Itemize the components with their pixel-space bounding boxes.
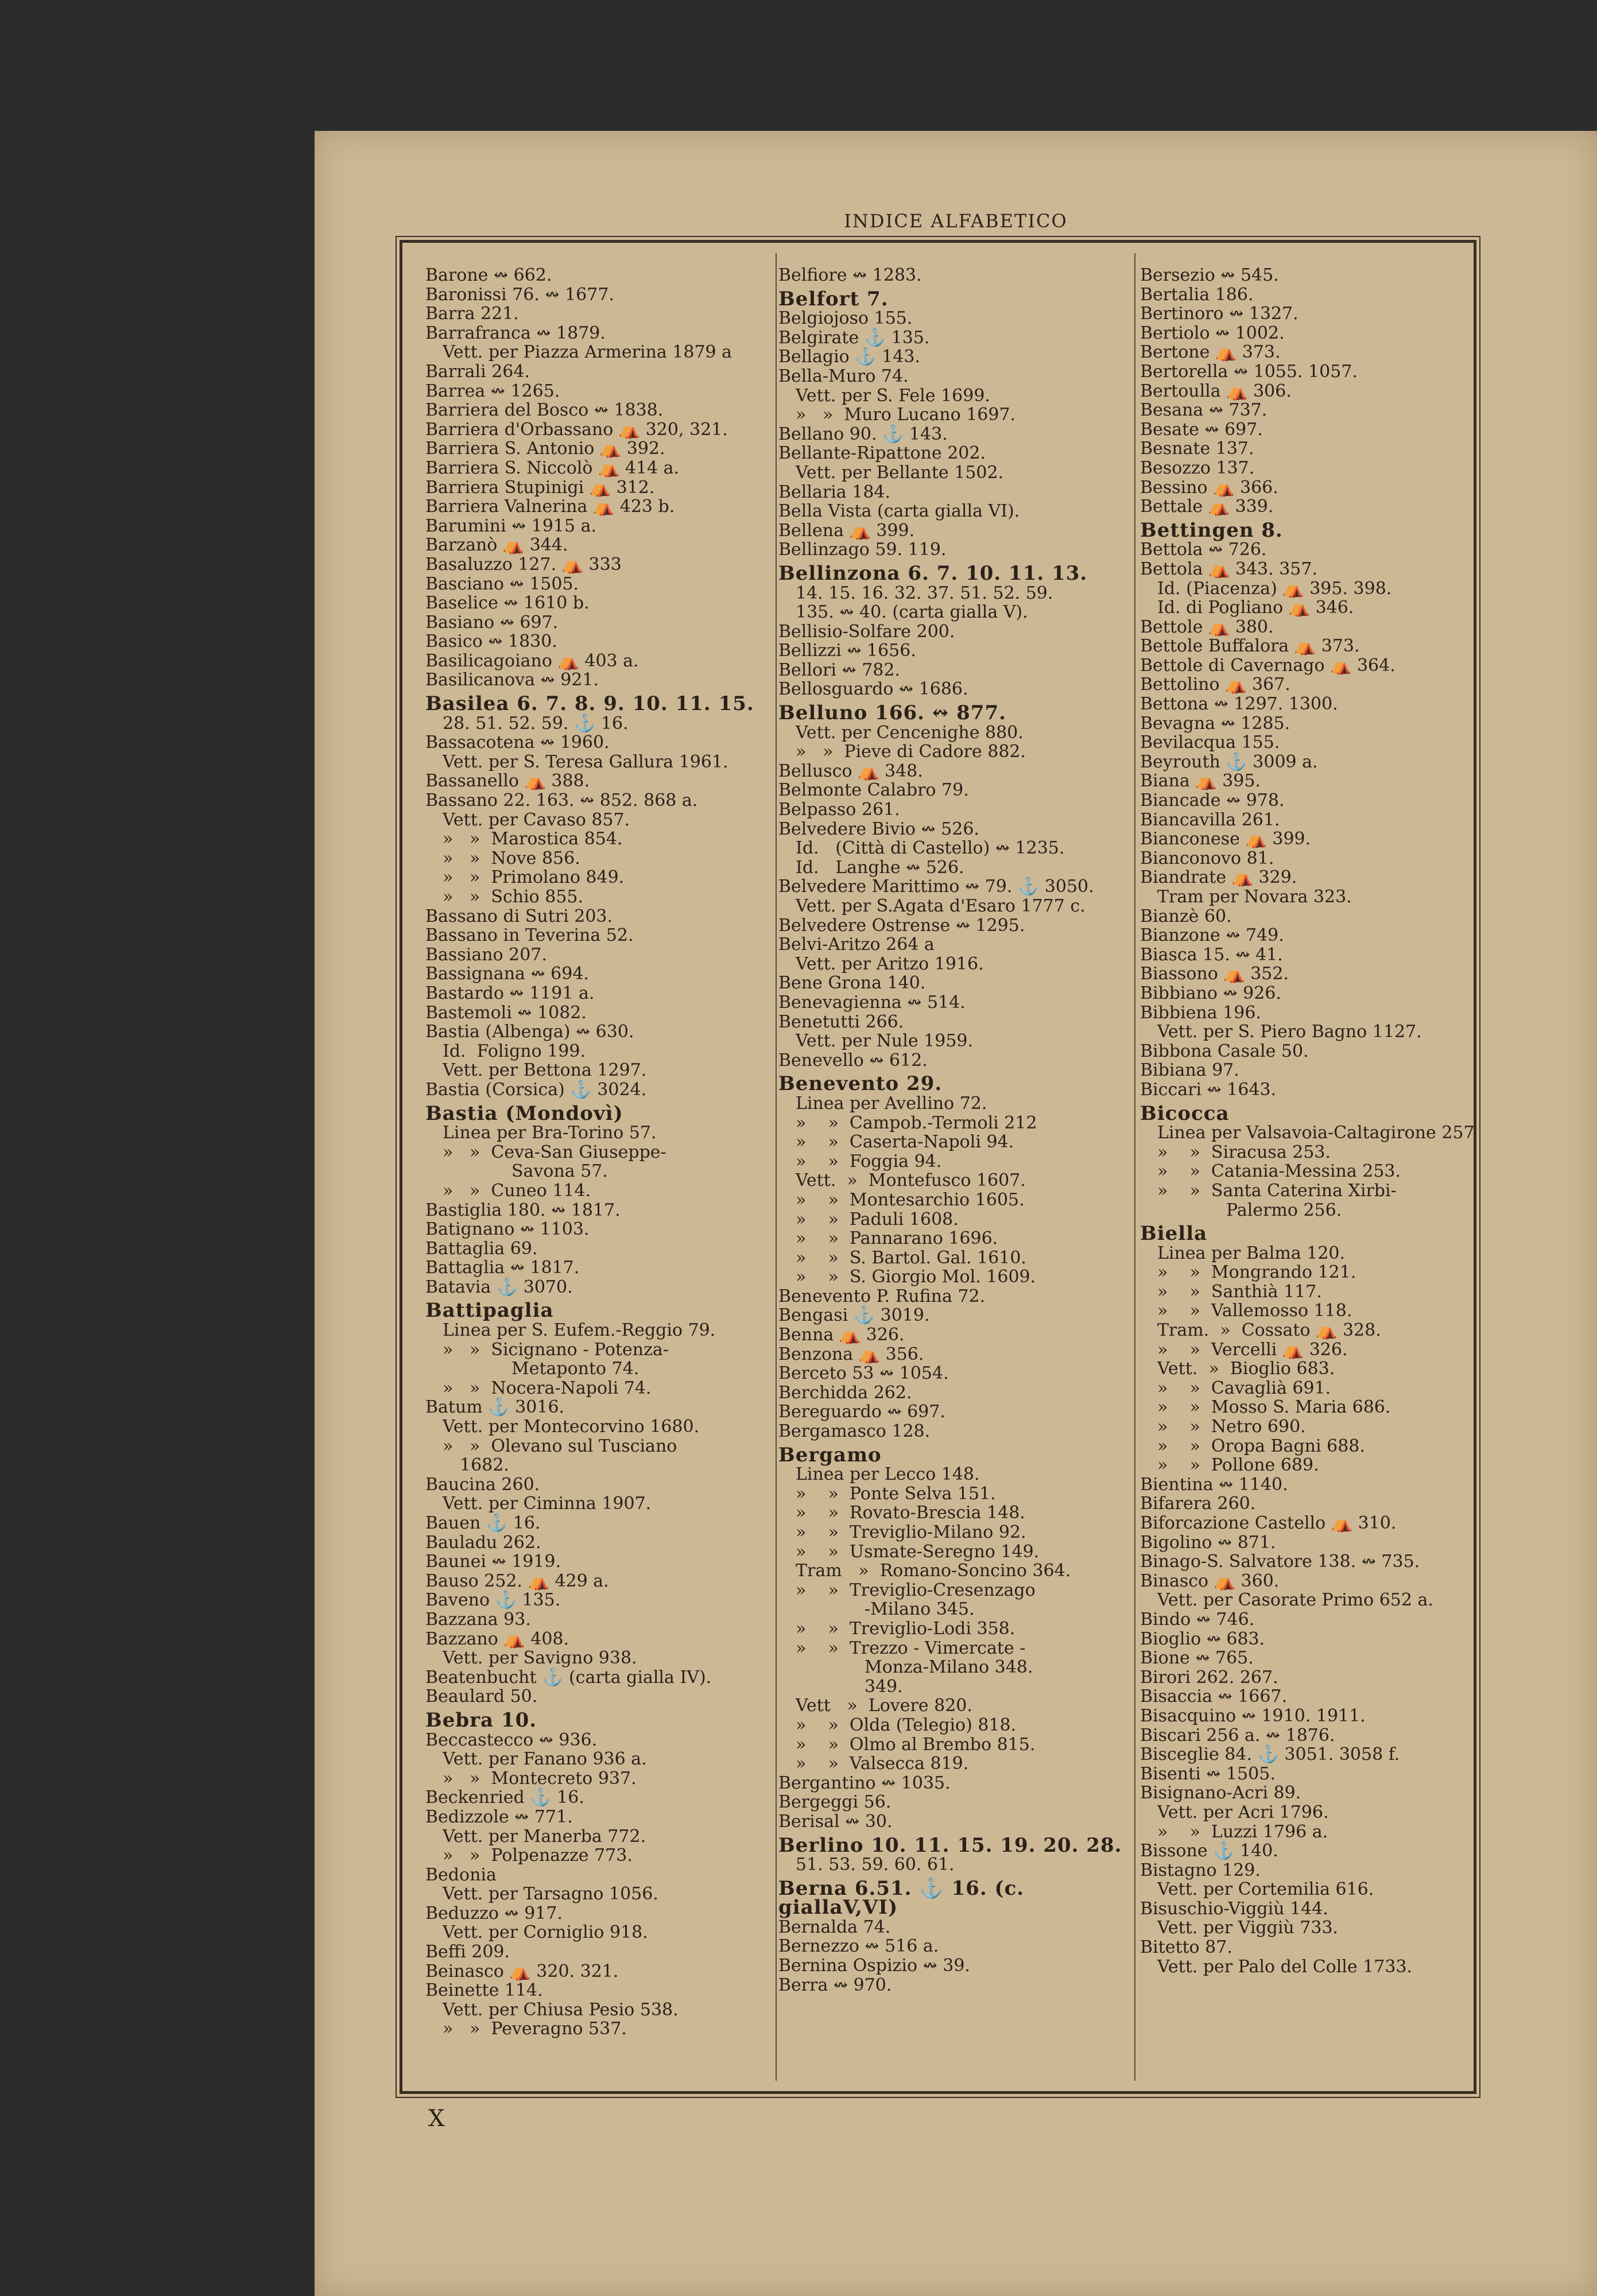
index-frame <box>400 240 1476 2094</box>
index-entry: Bisuschio-Viggiù 144. <box>1140 1898 1328 1919</box>
index-entry: Vett. per Acri 1796. <box>1157 1802 1329 1822</box>
index-entry: Vett. per Fanano 936 a. <box>443 1749 647 1770</box>
index-entry: Vett. per S. Piero Bagno 1127. <box>1157 1022 1422 1042</box>
index-entry: Bedizzole ↭ 771. <box>425 1806 573 1827</box>
index-entry: » » Marostica 854. <box>443 829 623 850</box>
index-heading: Biella <box>1140 1222 1208 1246</box>
index-entry: Besate ↭ 697. <box>1140 419 1263 440</box>
index-entry: Beinasco ⛺ 320. 321. <box>425 1961 619 1981</box>
index-entry: Vett. per Viggiù 733. <box>1157 1918 1339 1938</box>
page-number: X <box>428 2105 445 2132</box>
index-entry: » » S. Bartol. Gal. 1610. <box>796 1247 1026 1268</box>
index-entry: Bevilacqua 155. <box>1140 732 1280 753</box>
index-entry: Berceto 53 ↭ 1054. <box>778 1363 949 1384</box>
index-entry: Vett » Lovere 820. <box>796 1696 972 1716</box>
index-entry: » » Schio 855. <box>443 887 584 907</box>
index-entry: Vett. per Montecorvino 1680. <box>443 1417 700 1437</box>
index-entry: Biancavilla 261. <box>1140 809 1280 830</box>
index-entry: Bassanello ⛺ 388. <box>425 771 590 792</box>
index-entry: Berisal ↭ 30. <box>778 1811 893 1832</box>
index-entry: Bibbiena 196. <box>1140 1002 1261 1023</box>
index-entry: Barrea ↭ 1265. <box>425 381 560 401</box>
index-entry: Bisacquino ↭ 1910. 1911. <box>1140 1705 1366 1726</box>
index-entry: Bellusco ⛺ 348. <box>778 761 923 781</box>
index-entry: Besnate 137. <box>1140 439 1254 459</box>
index-entry: Tram » Romano-Soncino 364. <box>796 1561 1071 1581</box>
index-entry: Bitetto 87. <box>1140 1937 1232 1958</box>
index-entry: Bassacotena ↭ 1960. <box>425 732 610 753</box>
index-entry: Bergeggi 56. <box>778 1792 891 1813</box>
index-entry: Bastemoli ↭ 1082. <box>425 1002 587 1023</box>
index-entry: Vett. per Chiusa Pesio 538. <box>443 1999 679 2020</box>
page-header: INDICE ALFABETICO <box>844 210 1068 232</box>
index-entry: Linea per S. Eufem.-Reggio 79. <box>443 1320 716 1341</box>
index-heading: Battipaglia <box>425 1299 554 1322</box>
index-entry: Beaulard 50. <box>425 1686 538 1707</box>
index-entry: Bisignano-Acri 89. <box>1140 1783 1301 1804</box>
index-heading: Berlino 10. 11. 15. 19. 20. 28. <box>778 1833 1122 1857</box>
index-entry: 349. <box>865 1676 903 1697</box>
index-entry: Benna ⛺ 326. <box>778 1325 905 1345</box>
index-entry: Belmonte Calabro 79. <box>778 780 969 801</box>
index-entry: » » Netro 690. <box>1157 1417 1306 1437</box>
index-entry: Bereguardo ↭ 697. <box>778 1402 945 1422</box>
index-entry: Monza-Milano 348. <box>865 1657 1033 1678</box>
index-entry: Benevento P. Rufina 72. <box>778 1286 986 1306</box>
index-entry: Biana ⛺ 395. <box>1140 771 1261 792</box>
index-entry: » » Montesarchio 1605. <box>796 1189 1025 1210</box>
index-entry: Bassano di Sutri 203. <box>425 906 613 926</box>
index-entry: Bellori ↭ 782. <box>778 660 900 680</box>
index-entry: Beinette 114. <box>425 1980 543 2001</box>
index-entry: Besozzo 137. <box>1140 457 1255 478</box>
index-entry: Bernezzo ↭ 516 a. <box>778 1936 939 1957</box>
index-heading: Bicocca <box>1140 1102 1230 1125</box>
index-entry: Belgiojoso 155. <box>778 308 913 329</box>
index-entry: Bettale ⛺ 339. <box>1140 497 1274 517</box>
index-entry: -Milano 345. <box>865 1599 975 1620</box>
index-entry: Bastiglia 180. ↭ 1817. <box>425 1200 621 1220</box>
index-entry: Barriera Valnerina ⛺ 423 b. <box>425 497 675 517</box>
index-column-3 <box>1140 266 1479 1976</box>
index-entry: » » Mosso S. Maria 686. <box>1157 1397 1391 1418</box>
index-entry: Berra ↭ 970. <box>778 1975 892 1995</box>
index-entry: » » Muro Lucano 1697. <box>796 405 1016 425</box>
index-entry: Bella-Muro 74. <box>778 366 909 386</box>
index-entry: » » Mongrando 121. <box>1157 1262 1356 1283</box>
index-entry: Bergantino ↭ 1035. <box>778 1773 951 1793</box>
index-entry: 28. 51. 52. 59. ⚓ 16. <box>443 713 629 734</box>
index-entry: » » Santhià 117. <box>1157 1281 1322 1302</box>
index-entry: Linea per Lecco 148. <box>796 1464 980 1485</box>
index-entry: Vett. per Piazza Armerina 1879 a <box>443 342 732 363</box>
index-entry: » » Catania-Messina 253. <box>1157 1161 1401 1182</box>
index-entry: Vett. per S. Fele 1699. <box>796 385 990 406</box>
index-entry: Bettona ↭ 1297. 1300. <box>1140 694 1338 715</box>
index-entry: » » Ceva-San Giuseppe- <box>443 1142 666 1162</box>
index-entry: Barriera del Bosco ↭ 1838. <box>425 400 664 421</box>
index-entry: Barriera S. Antonio ⛺ 392. <box>425 439 665 459</box>
index-entry: » » Montecreto 937. <box>443 1768 637 1789</box>
index-entry: Vett. per Ciminna 1907. <box>443 1494 652 1514</box>
index-entry: Belvedere Marittimo ↭ 79. ⚓ 3050. <box>778 876 1094 897</box>
index-entry: » » Foggia 94. <box>796 1151 942 1172</box>
index-entry: » » Santa Caterina Xirbi- <box>1157 1180 1397 1201</box>
index-entry: » » Polpenazze 773. <box>443 1845 633 1866</box>
index-entry: Vett. per Cortemilia 616. <box>1157 1879 1374 1900</box>
index-entry: Benetutti 266. <box>778 1011 904 1032</box>
index-entry: Barumini ↭ 1915 a. <box>425 515 597 536</box>
index-entry: » » Oropa Bagni 688. <box>1157 1436 1365 1456</box>
index-entry: Benzona ⛺ 356. <box>778 1344 924 1364</box>
index-entry: Beyrouth ⚓ 3009 a. <box>1140 751 1318 772</box>
index-entry: Bassignana ↭ 694. <box>425 964 589 984</box>
index-entry: Bassano 22. 163. ↭ 852. 868 a. <box>425 790 698 811</box>
index-entry: » » S. Giorgio Mol. 1609. <box>796 1267 1036 1287</box>
index-entry: Id. (Città di Castello) ↭ 1235. <box>796 838 1065 859</box>
index-entry: Bastardo ↭ 1191 a. <box>425 983 595 1003</box>
index-heading: Belluno 166. ↭ 877. <box>778 701 1006 725</box>
index-entry: Bettole di Cavernago ⛺ 364. <box>1140 655 1396 676</box>
index-entry: Biancade ↭ 978. <box>1140 790 1285 811</box>
index-entry: Berchidda 262. <box>778 1382 912 1403</box>
index-entry: Bellante-Ripattone 202. <box>778 443 986 464</box>
index-entry: Bellisio-Solfare 200. <box>778 621 955 642</box>
index-heading: Bergamo <box>778 1443 882 1467</box>
index-entry: Bibbiano ↭ 926. <box>1140 983 1281 1003</box>
index-entry: Bindo ↭ 746. <box>1140 1609 1255 1630</box>
index-entry: » » Nocera-Napoli 74. <box>443 1378 652 1398</box>
index-entry: Vett. per Corniglio 918. <box>443 1922 648 1943</box>
index-entry: Bellinzago 59. 119. <box>778 540 947 560</box>
index-entry: Bengasi ⚓ 3019. <box>778 1305 930 1326</box>
index-entry: Vett. per Savigno 938. <box>443 1648 637 1669</box>
index-entry: 51. 53. 59. 60. 61. <box>796 1855 955 1875</box>
index-entry: Barzanò ⛺ 344. <box>425 535 568 556</box>
index-entry: Batignano ↭ 1103. <box>425 1219 590 1240</box>
index-entry: Belgirate ⚓ 135. <box>778 327 930 348</box>
index-heading: Benevento 29. <box>778 1072 943 1096</box>
index-entry: Bigolino ↭ 871. <box>1140 1532 1276 1553</box>
index-entry: Vett. per S.Agata d'Esaro 1777 c. <box>796 896 1086 916</box>
index-entry: 135. ↭ 40. (carta gialla V). <box>796 602 1028 623</box>
index-entry: Bellizzi ↭ 1656. <box>778 641 916 661</box>
column-divider <box>776 253 777 2081</box>
index-entry: » » Vallemosso 118. <box>1157 1301 1352 1321</box>
index-entry: Belvedere Bivio ↭ 526. <box>778 819 979 839</box>
index-entry: » » Trezzo - Vimercate - <box>796 1638 1026 1658</box>
index-entry: Linea per Balma 120. <box>1157 1243 1346 1263</box>
index-entry: Biandrate ⛺ 329. <box>1140 867 1297 888</box>
index-entry: Bazzana 93. <box>425 1609 531 1630</box>
index-entry: Basico ↭ 1830. <box>425 631 557 652</box>
index-entry: Linea per Avellino 72. <box>796 1093 987 1114</box>
index-entry: Batavia ⚓ 3070. <box>425 1277 573 1297</box>
index-entry: Bianzone ↭ 749. <box>1140 925 1284 946</box>
index-entry: » » Campob.-Termoli 212 <box>796 1112 1037 1133</box>
index-entry: Id. (Piacenza) ⛺ 395. 398. <box>1157 578 1392 599</box>
index-entry: Bene Grona 140. <box>778 973 926 994</box>
index-entry: Basilicanova ↭ 921. <box>425 670 599 691</box>
index-entry: Bernalda 74. <box>778 1917 891 1937</box>
index-heading: Bettingen 8. <box>1140 518 1283 542</box>
index-entry: Bassano in Teverina 52. <box>425 925 634 946</box>
index-entry: Biassono ⛺ 352. <box>1140 964 1289 984</box>
index-heading: Basilea 6. 7. 8. 9. 10. 11. 15. <box>425 692 754 716</box>
index-entry: Basilicagoiano ⛺ 403 a. <box>425 650 639 671</box>
index-entry: Bibiana 97. <box>1140 1060 1239 1081</box>
index-entry: Bazzano ⛺ 408. <box>425 1628 569 1649</box>
index-entry: Benevello ↭ 612. <box>778 1050 928 1071</box>
column-divider <box>1134 253 1135 2081</box>
index-entry: Bisaccia ↭ 1667. <box>1140 1686 1288 1707</box>
index-entry: Basaluzzo 127. ⛺ 333 <box>425 554 622 575</box>
index-entry: Bistagno 129. <box>1140 1860 1261 1880</box>
index-entry: Belpasso 261. <box>778 800 900 820</box>
index-entry: Bione ↭ 765. <box>1140 1648 1254 1669</box>
index-entry: Beatenbucht ⚓ (carta gialla IV). <box>425 1667 712 1688</box>
index-entry: Tram. » Cossato ⛺ 328. <box>1157 1320 1381 1341</box>
index-entry: » » Paduli 1608. <box>796 1209 959 1230</box>
index-entry: Beckenried ⚓ 16. <box>425 1787 584 1808</box>
index-entry: Linea per Valsavoia-Caltagirone 257 <box>1157 1123 1475 1143</box>
index-entry: Bastia (Albenga) ↭ 630. <box>425 1022 634 1042</box>
index-entry: Beccastecco ↭ 936. <box>425 1729 598 1750</box>
index-entry: » » Vercelli ⛺ 326. <box>1157 1339 1348 1360</box>
index-entry: » » Peveragno 537. <box>443 2019 627 2039</box>
index-entry: Bianzè 60. <box>1140 906 1232 926</box>
index-entry: Battaglia 69. <box>425 1238 538 1259</box>
index-entry: Barrali 264. <box>425 361 530 382</box>
index-entry: Bettolino ⛺ 367. <box>1140 674 1290 695</box>
index-entry: Vett. per Nule 1959. <box>796 1031 974 1052</box>
index-entry: Bifarera 260. <box>1140 1494 1256 1514</box>
index-entry: Benevagienna ↭ 514. <box>778 992 966 1013</box>
index-entry: » » Valsecca 819. <box>796 1754 969 1774</box>
index-entry: Vett. per Bellante 1502. <box>796 462 1004 483</box>
index-entry: Bedonia <box>425 1864 497 1885</box>
index-entry: » » Rovato-Brescia 148. <box>796 1503 1025 1523</box>
index-entry: Bauladu 262. <box>425 1532 541 1553</box>
index-entry: » » Treviglio-Lodi 358. <box>796 1618 1015 1639</box>
index-entry: » » Siracusa 253. <box>1157 1142 1331 1162</box>
index-entry: Bertone ⛺ 373. <box>1140 342 1281 363</box>
index-entry: Bioglio ↭ 683. <box>1140 1628 1265 1649</box>
index-entry: Vett. » Montefusco 1607. <box>796 1170 1026 1191</box>
index-entry: Batum ⚓ 3016. <box>425 1397 565 1418</box>
index-entry: Bertoulla ⛺ 306. <box>1140 381 1292 401</box>
index-entry: Bertiolo ↭ 1002. <box>1140 323 1285 343</box>
index-entry: Besana ↭ 737. <box>1140 400 1267 421</box>
index-column-1 <box>425 266 776 2039</box>
index-entry: Bianconovo 81. <box>1140 848 1274 868</box>
index-entry: » » Pollone 689. <box>1157 1455 1319 1476</box>
index-entry: Bibbona Casale 50. <box>1140 1041 1309 1061</box>
index-entry: 14. 15. 16. 32. 37. 51. 52. 59. <box>796 583 1053 603</box>
index-entry: Bellosguardo ↭ 1686. <box>778 679 968 700</box>
index-entry: Beffi 209. <box>425 1942 510 1963</box>
index-entry: » » Olmo al Brembo 815. <box>796 1734 1036 1755</box>
index-entry: Vett. per Aritzo 1916. <box>796 953 984 974</box>
index-entry: Bernina Ospizio ↭ 39. <box>778 1956 970 1976</box>
index-entry: Id. di Pogliano ⛺ 346. <box>1157 598 1354 618</box>
index-entry: Basciano ↭ 1505. <box>425 573 579 594</box>
index-entry: Barrafranca ↭ 1879. <box>425 323 606 343</box>
index-entry: Bertalia 186. <box>1140 284 1254 305</box>
index-entry: Vett. per Manerba 772. <box>443 1826 646 1847</box>
index-entry: Barone ↭ 662. <box>425 265 552 285</box>
index-entry: Belfiore ↭ 1283. <box>778 265 922 285</box>
index-entry: Bellena ⛺ 399. <box>778 520 915 541</box>
index-entry: Bellagio ⚓ 143. <box>778 347 920 367</box>
index-page <box>315 131 1597 2296</box>
index-entry: Binasco ⛺ 360. <box>1140 1570 1280 1591</box>
index-entry: Bissone ⚓ 140. <box>1140 1841 1278 1861</box>
index-entry: » » Primolano 849. <box>443 867 625 888</box>
index-entry: Bergamasco 128. <box>778 1421 931 1442</box>
index-entry: Biscari 256 a. ↭ 1876. <box>1140 1725 1335 1746</box>
index-heading: Belfort 7. <box>778 287 889 311</box>
index-entry: Barriera Stupinigi ⛺ 312. <box>425 477 655 498</box>
index-column-2 <box>778 266 1123 1995</box>
index-entry: 1682. <box>460 1455 509 1476</box>
index-entry: » » Pannarano 1696. <box>796 1228 998 1249</box>
index-entry: Biasca 15. ↭ 41. <box>1140 944 1283 965</box>
index-entry: » » Ponte Selva 151. <box>796 1483 996 1504</box>
index-entry: Bellaria 184. <box>778 482 891 502</box>
index-heading: Bebra 10. <box>425 1708 537 1732</box>
index-entry: Bella Vista (carta gialla VI). <box>778 501 1020 522</box>
index-entry: Bettola ⛺ 343. 357. <box>1140 559 1318 579</box>
index-entry: » » Olevano sul Tusciano <box>443 1436 677 1456</box>
index-entry: Baucina 260. <box>425 1474 540 1495</box>
index-entry: Belvi-Aritzo 264 a <box>778 934 935 955</box>
index-entry: Bisceglie 84. ⚓ 3051. 3058 f. <box>1140 1744 1400 1765</box>
index-heading: Bastia (Mondovì) <box>425 1102 623 1125</box>
index-entry: Bertinoro ↭ 1327. <box>1140 304 1298 324</box>
index-entry: » » Treviglio-Cresenzago <box>796 1580 1036 1600</box>
index-entry: » » Sicignano - Potenza- <box>443 1339 669 1360</box>
index-heading: Berna 6.51. ⚓ 16. (c. giallaV,VI) <box>778 1876 1032 1919</box>
index-entry: Barra 221. <box>425 304 519 324</box>
index-entry: » » Caserta-Napoli 94. <box>796 1132 1014 1153</box>
index-entry: Bessino ⛺ 366. <box>1140 477 1278 498</box>
index-entry: Biccari ↭ 1643. <box>1140 1079 1277 1100</box>
index-entry: Bassiano 207. <box>425 944 547 965</box>
index-entry: » » Cuneo 114. <box>443 1180 591 1201</box>
index-entry: Basiano ↭ 697. <box>425 612 559 633</box>
index-entry: Bastia (Corsica) ⚓ 3024. <box>425 1079 647 1100</box>
index-entry: Vett. » Bioglio 683. <box>1157 1359 1335 1379</box>
index-entry: » » Luzzi 1796 a. <box>1157 1821 1328 1842</box>
index-entry: Bauen ⚓ 16. <box>425 1513 541 1533</box>
index-entry: Baveno ⚓ 135. <box>425 1590 561 1611</box>
index-entry: Id. Foligno 199. <box>443 1041 586 1061</box>
index-entry: » » Usmate-Seregno 149. <box>796 1541 1040 1562</box>
index-entry: Binago-S. Salvatore 138. ↭ 735. <box>1140 1552 1420 1572</box>
index-entry: Birori 262. 267. <box>1140 1667 1278 1688</box>
index-entry: Vett. per Casorate Primo 652 a. <box>1157 1590 1433 1611</box>
index-entry: Baselice ↭ 1610 b. <box>425 593 590 614</box>
index-entry: Barriera d'Orbassano ⛺ 320, 321. <box>425 419 728 440</box>
index-entry: Beduzzo ↭ 917. <box>425 1903 563 1923</box>
index-entry: Bellano 90. ⚓ 143. <box>778 424 948 444</box>
index-entry: Barriera S. Niccolò ⛺ 414 a. <box>425 457 680 478</box>
index-entry: Metaponto 74. <box>511 1359 639 1379</box>
index-entry: Linea per Bra-Torino 57. <box>443 1123 657 1143</box>
index-entry: Bauso 252. ⛺ 429 a. <box>425 1570 609 1591</box>
index-entry: Vett. per Bettona 1297. <box>443 1060 647 1081</box>
index-entry: Vett. per Cavaso 857. <box>443 809 630 830</box>
index-entry: Bersezio ↭ 545. <box>1140 265 1279 285</box>
index-entry: Bettole Buffalora ⛺ 373. <box>1140 636 1360 657</box>
index-entry: Tram per Novara 323. <box>1157 887 1352 907</box>
index-entry: Vett. per Cencenighe 880. <box>796 722 1024 743</box>
index-entry: » » Pieve di Cadore 882. <box>796 742 1026 762</box>
index-entry: Vett. per S. Teresa Gallura 1961. <box>443 751 728 772</box>
index-entry: Bisenti ↭ 1505. <box>1140 1763 1276 1784</box>
index-entry: Bertorella ↭ 1055. 1057. <box>1140 361 1358 382</box>
index-entry: Biforcazione Castello ⛺ 310. <box>1140 1513 1397 1533</box>
index-entry: Bettole ⛺ 380. <box>1140 616 1274 637</box>
index-entry: » » Cavaglià 691. <box>1157 1378 1331 1398</box>
index-entry: Id. Langhe ↭ 526. <box>796 857 964 878</box>
index-entry: » » Olda (Telegio) 818. <box>796 1715 1017 1735</box>
index-heading: Bellinzona 6. 7. 10. 11. 13. <box>778 561 1088 585</box>
index-entry: Bettola ↭ 726. <box>1140 540 1267 560</box>
index-entry: » » Treviglio-Milano 92. <box>796 1522 1026 1542</box>
index-entry: Palermo 256. <box>1226 1200 1342 1220</box>
index-entry: Belvedere Ostrense ↭ 1295. <box>778 915 1025 936</box>
index-entry: Baronissi 76. ↭ 1677. <box>425 284 614 305</box>
index-entry: Savona 57. <box>511 1161 608 1182</box>
index-entry: Bevagna ↭ 1285. <box>1140 713 1290 734</box>
index-entry: Bianconese ⛺ 399. <box>1140 829 1311 850</box>
index-entry: » » Nove 856. <box>443 848 580 868</box>
index-entry: Bientina ↭ 1140. <box>1140 1474 1288 1495</box>
index-entry: Battaglia ↭ 1817. <box>425 1258 580 1278</box>
index-entry: Vett. per Palo del Colle 1733. <box>1157 1956 1413 1977</box>
index-entry: Vett. per Tarsagno 1056. <box>443 1884 658 1905</box>
index-entry: Baunei ↭ 1919. <box>425 1552 561 1572</box>
